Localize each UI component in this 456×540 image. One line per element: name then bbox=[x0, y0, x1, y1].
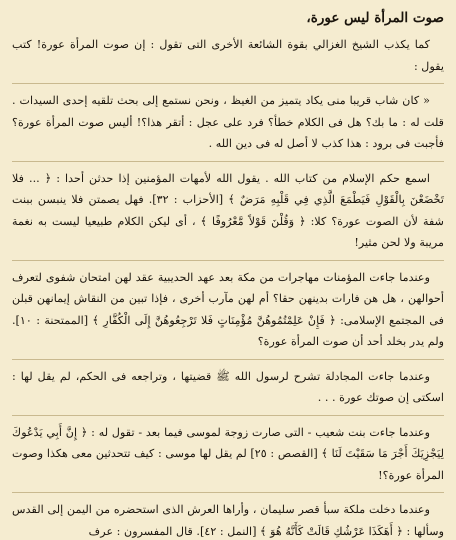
paragraph-5: وعندما جاءت المجادلة تشرح لرسول الله ﷺ قضيتها ، وتراجعه فى الحكم، لم يقل لها : اسكتى إن صوتك عورة . . . bbox=[12, 369, 444, 404]
section-title: صوت المرأة ليس عورة، bbox=[306, 10, 444, 26]
paragraph-2: « كان شاب قريبا منى يكاد يتميز من الغيظ ، ونحن نستمع إلى بحث تلقيه إحدى السيدات . قلت له : ما بك؟ هل فى الكلام خطأ؟ فرد على عجل : أتقر هذا؟! أليس صوت المرأة عورة؟ فأجبت فى برود : هذا كذب لا أصل له فى دين الله . bbox=[12, 94, 444, 150]
paragraph-divider bbox=[12, 415, 444, 416]
paragraph-7: وعندما دخلت ملكة سبأ قصر سليمان ، وأراها العرش الذى استحضره من اليمن إلى القدس وسألها : ﴿ أَهَكَذَا عَرْشُكِ قَالَتْ كَأَنَّهُ هُوَ ﴾ [النمل : ٤٢]. قال المفسرون : عرف bbox=[12, 503, 444, 538]
paragraph-divider bbox=[12, 492, 444, 493]
paragraph-6: وعندما جاءت بنت شعيب - التى صارت زوجة لموسى فيما بعد - تقول له : ﴿ إِنَّ أَبِي يَدْعُوكَ لِيَجْزِيَكَ أَجْرَ مَا سَقَيْتَ لَنَا ﴾ [القصص : ٢٥] لم يقل لها موسى : كيف تتحدثين معى هكذا وصوت المرأة عورة؟! bbox=[12, 425, 444, 482]
paragraph-divider bbox=[12, 260, 444, 261]
paragraph-divider bbox=[12, 161, 444, 162]
paragraph-divider bbox=[12, 359, 444, 360]
paragraph-3: اسمع حكم الإسلام من كتاب الله . يقول الله لأمهات المؤمنين إذا حدثن أحدا : ﴿ ... فلا تَخْضَعْنَ بِالْقَوْلِ فَيَطْمَعَ الَّذِي فِي قَلْبِهِ مَرَضٌ ﴾ [الأحزاب : ٣٢]. فهل يصمتن فلا ينبسن ببنت شفة لأن الصوت عورة؟ كلا: ﴿ وَقُلْنَ قَوْلاً مَّعْرُوفًا ﴾ ، أى ليكن الكلام طبيعيا ليست به نغمة مريبة ولا لحن مثير! bbox=[12, 171, 444, 249]
paragraph-4: وعندما جاءت المؤمنات مهاجرات من مكة بعد عهد الحديبية عقد لهن امتحان شفوى لتعرف أحوالهن ، هل هن فارات بدينهن حقا؟ أم لهن مآرب أخرى ، فإذا تبين من النقاش إيمانهن قبلن فى المجتمع الإسلامى: ﴿ فَإِنْ عَلِمْتُمُوهُنَّ مُؤْمِنَاتٍ فَلا تَرْجِعُوهُنَّ إِلَى الْكُفَّارِ ﴾ [الممتحنة : ١٠]. ولم يدر بخلد أحد أن صوت المرأة عورة؟ bbox=[12, 270, 444, 348]
paragraph-divider bbox=[12, 83, 444, 84]
paragraph-1: كما يكذب الشيخ الغزالي بقوة الشائعة الأخرى التى تقول : إن صوت المرأة عورة! كتب يقول : bbox=[12, 38, 444, 73]
